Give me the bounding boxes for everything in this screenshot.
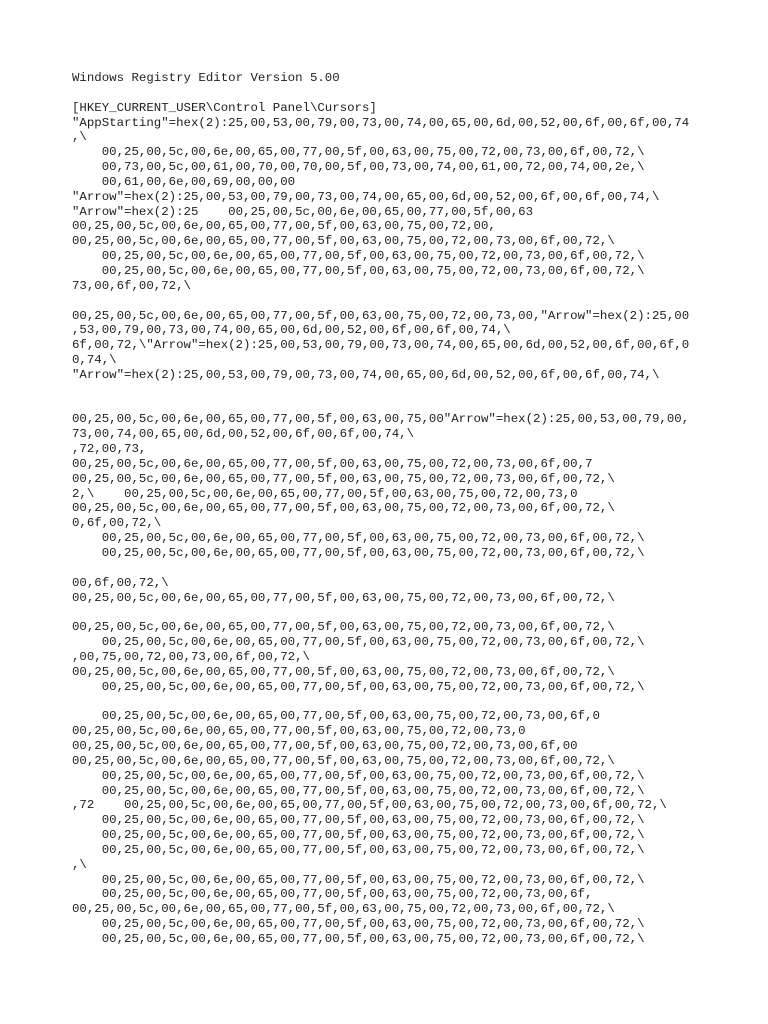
registry-text-line (72, 398, 762, 413)
registry-text-line: ,\ (72, 857, 87, 872)
registry-text-line: 00,25,00,5c,00,6e,00,65,00,77,00,5f,00,63,00,75,00,72,00,73,00,6f,00,72,\ (72, 828, 645, 843)
registry-text-line: 00,25,00,5c,00,6e,00,65,00,77,00,5f,00,63,00,75,00,72,00,73,00,6f,00,72,\ (72, 813, 645, 828)
registry-text-line: 2,\ 00,25,00,5c,00,6e,00,65,00,77,00,5f,00,63,00,75,00,72,00,73,0 (72, 486, 578, 501)
registry-text-line: 00,73,00,5c,00,61,00,70,00,70,00,5f,00,73,00,74,00,61,00,72,00,74,00,2e,\ (72, 160, 645, 175)
registry-text-line (72, 694, 762, 709)
registry-text-line: "Arrow"=hex(2):25,00,53,00,79,00,73,00,74,00,65,00,6d,00,52,00,6f,00,6f,00,74,\ (72, 189, 660, 204)
registry-text-line: 0,74,\ (72, 353, 117, 368)
registry-text-line: 00,25,00,5c,00,6e,00,65,00,77,00,5f,00,63,00,75,00,72,00,73,00,6f,00,7 (72, 456, 593, 471)
registry-text-line: ,72,00,73, (72, 442, 147, 457)
registry-text-line: 00,25,00,5c,00,6e,00,65,00,77,00,5f,00,63,00,75,00,72,00, (72, 219, 496, 234)
registry-text-line: 00,25,00,5c,00,6e,00,65,00,77,00,5f,00,63,00,75,00,72,00,73,00,6f,00,72,\ (72, 501, 615, 516)
registry-text-line: 00,61,00,6e,00,69,00,00,00 (72, 174, 296, 189)
registry-text-line: 00,25,00,5c,00,6e,00,65,00,77,00,5f,00,63,00,75,00,72,00,73,00,6f,00,72,\ (72, 145, 645, 160)
registry-text-line: "Arrow"=hex(2):25 00,25,00,5c,00,6e,00,65,00,77,00,5f,00,63 (72, 204, 534, 219)
registry-text-line: 00,25,00,5c,00,6e,00,65,00,77,00,5f,00,63,00,75,00,72,00,73,00,6f,00,72,\ (72, 234, 615, 249)
registry-text-line: 00,25,00,5c,00,6e,00,65,00,77,00,5f,00,63,00,75,00,72,00,73,00,6f,00,72,\ (72, 620, 615, 635)
registry-text-line: 00,6f,00,72,\ (72, 575, 169, 590)
registry-text-line: 00,25,00,5c,00,6e,00,65,00,77,00,5f,00,63,00,75,00,72,00,73,00,6f,00,72,\ (72, 531, 645, 546)
registry-text-line: 00,25,00,5c,00,6e,00,65,00,77,00,5f,00,63,00,75,00,72,00,73,00,6f,00,72,\ (72, 842, 645, 857)
registry-text-line: 00,25,00,5c,00,6e,00,65,00,77,00,5f,00,63,00,75,00,72,00,73,00,6f,00 (72, 738, 578, 753)
registry-text-line: 00,25,00,5c,00,6e,00,65,00,77,00,5f,00,63,00,75,00,72,00,73,00,6f,00,72,\ (72, 546, 645, 560)
registry-text-line: 00,25,00,5c,00,6e,00,65,00,77,00,5f,00,63,00,75,00,72,00,73,00,6f,0 (72, 709, 600, 724)
registry-text-line: 00,25,00,5c,00,6e,00,65,00,77,00,5f,00,63,00,75,00,72,00,73,00,6f,00,72,\ (72, 783, 645, 798)
registry-text-line: 00,25,00,5c,00,6e,00,65,00,77,00,5f,00,63,00,75,00,72,00,73,00,6f,00,72,\ (72, 768, 645, 783)
registry-document (72, 71, 762, 947)
registry-text-line (72, 605, 762, 620)
registry-text-line (72, 383, 762, 398)
registry-text-line: 00,25,00,5c,00,6e,00,65,00,77,00,5f,00,63,00,75,00,72,00,73,0 (72, 724, 526, 739)
registry-text-line: 00,25,00,5c,00,6e,00,65,00,77,00,5f,00,63,00,75,00"Arrow"=hex(2):25,00,53,00,79,00, (72, 412, 690, 427)
registry-text-line: 00,25,00,5c,00,6e,00,65,00,77,00,5f,00,63,00,75,00,72,00,73,00,"Arrow"=hex(2):25,00 (72, 308, 690, 323)
registry-text-line: 00,25,00,5c,00,6e,00,65,00,77,00,5f,00,63,00,75,00,72,00,73,00,6f,00,72,\ (72, 753, 615, 768)
registry-text-line: 00,25,00,5c,00,6e,00,65,00,77,00,5f,00,63,00,75,00,72,00,73,00,6f,00,72,\ (72, 931, 645, 946)
registry-text-line: 00,25,00,5c,00,6e,00,65,00,77,00,5f,00,63,00,75,00,72,00,73,00,6f, (72, 887, 593, 902)
registry-text-line: 6f,00,72,\"Arrow"=hex(2):25,00,53,00,79,00,73,00,74,00,65,00,6d,00,52,00,6f,00,6f,0 (72, 338, 690, 353)
registry-text-line: 00,25,00,5c,00,6e,00,65,00,77,00,5f,00,63,00,75,00,72,00,73,00,6f,00,72,\ (72, 902, 615, 917)
registry-text-line (72, 561, 762, 576)
registry-text-line: 0,6f,00,72,\ (72, 516, 162, 531)
registry-text-line: 73,00,6f,00,72,\ (72, 278, 191, 293)
registry-text-line (72, 86, 762, 101)
registry-text-line: 73,00,74,00,65,00,6d,00,52,00,6f,00,6f,00,74,\ (72, 427, 415, 442)
registry-text-line: [HKEY_CURRENT_USER\Control Panel\Cursors] (72, 100, 377, 115)
document-header-line: Windows Registry Editor Version 5.00 (72, 71, 340, 85)
registry-text-line: 00,25,00,5c,00,6e,00,65,00,77,00,5f,00,63,00,75,00,72,00,73,00,6f,00,72,\ (72, 917, 645, 932)
registry-text-line: 00,25,00,5c,00,6e,00,65,00,77,00,5f,00,63,00,75,00,72,00,73,00,6f,00,72,\ (72, 471, 615, 486)
registry-text-line: 00,25,00,5c,00,6e,00,65,00,77,00,5f,00,63,00,75,00,72,00,73,00,6f,00,72,\ (72, 249, 645, 264)
registry-text-line: "Arrow"=hex(2):25,00,53,00,79,00,73,00,74,00,65,00,6d,00,52,00,6f,00,6f,00,74,\ (72, 367, 660, 382)
registry-text-line: 00,25,00,5c,00,6e,00,65,00,77,00,5f,00,63,00,75,00,72,00,73,00,6f,00,72,\ (72, 263, 645, 278)
registry-text-line: ,72 00,25,00,5c,00,6e,00,65,00,77,00,5f,00,63,00,75,00,72,00,73,00,6f,00,72,\ (72, 798, 667, 813)
registry-text-line: 00,25,00,5c,00,6e,00,65,00,77,00,5f,00,63,00,75,00,72,00,73,00,6f,00,72,\ (72, 664, 615, 679)
registry-text-line (72, 294, 762, 309)
registry-text-line: 00,25,00,5c,00,6e,00,65,00,77,00,5f,00,63,00,75,00,72,00,73,00,6f,00,72,\ (72, 679, 645, 694)
registry-text-line: 00,25,00,5c,00,6e,00,65,00,77,00,5f,00,63,00,75,00,72,00,73,00,6f,00,72,\ (72, 872, 645, 887)
registry-text-line: 00,25,00,5c,00,6e,00,65,00,77,00,5f,00,63,00,75,00,72,00,73,00,6f,00,72,\ (72, 590, 615, 605)
registry-text-line: "AppStarting"=hex(2):25,00,53,00,79,00,73,00,74,00,65,00,6d,00,52,00,6f,00,6f,00,74 (72, 115, 690, 130)
registry-text-line: 00,25,00,5c,00,6e,00,65,00,77,00,5f,00,63,00,75,00,72,00,73,00,6f,00,72,\ (72, 635, 645, 650)
registry-text-line: ,\ (72, 130, 87, 145)
registry-text-line: ,00,75,00,72,00,73,00,6f,00,72,\ (72, 649, 310, 664)
registry-text-line: ,53,00,79,00,73,00,74,00,65,00,6d,00,52,00,6f,00,6f,00,74,\ (72, 323, 511, 338)
